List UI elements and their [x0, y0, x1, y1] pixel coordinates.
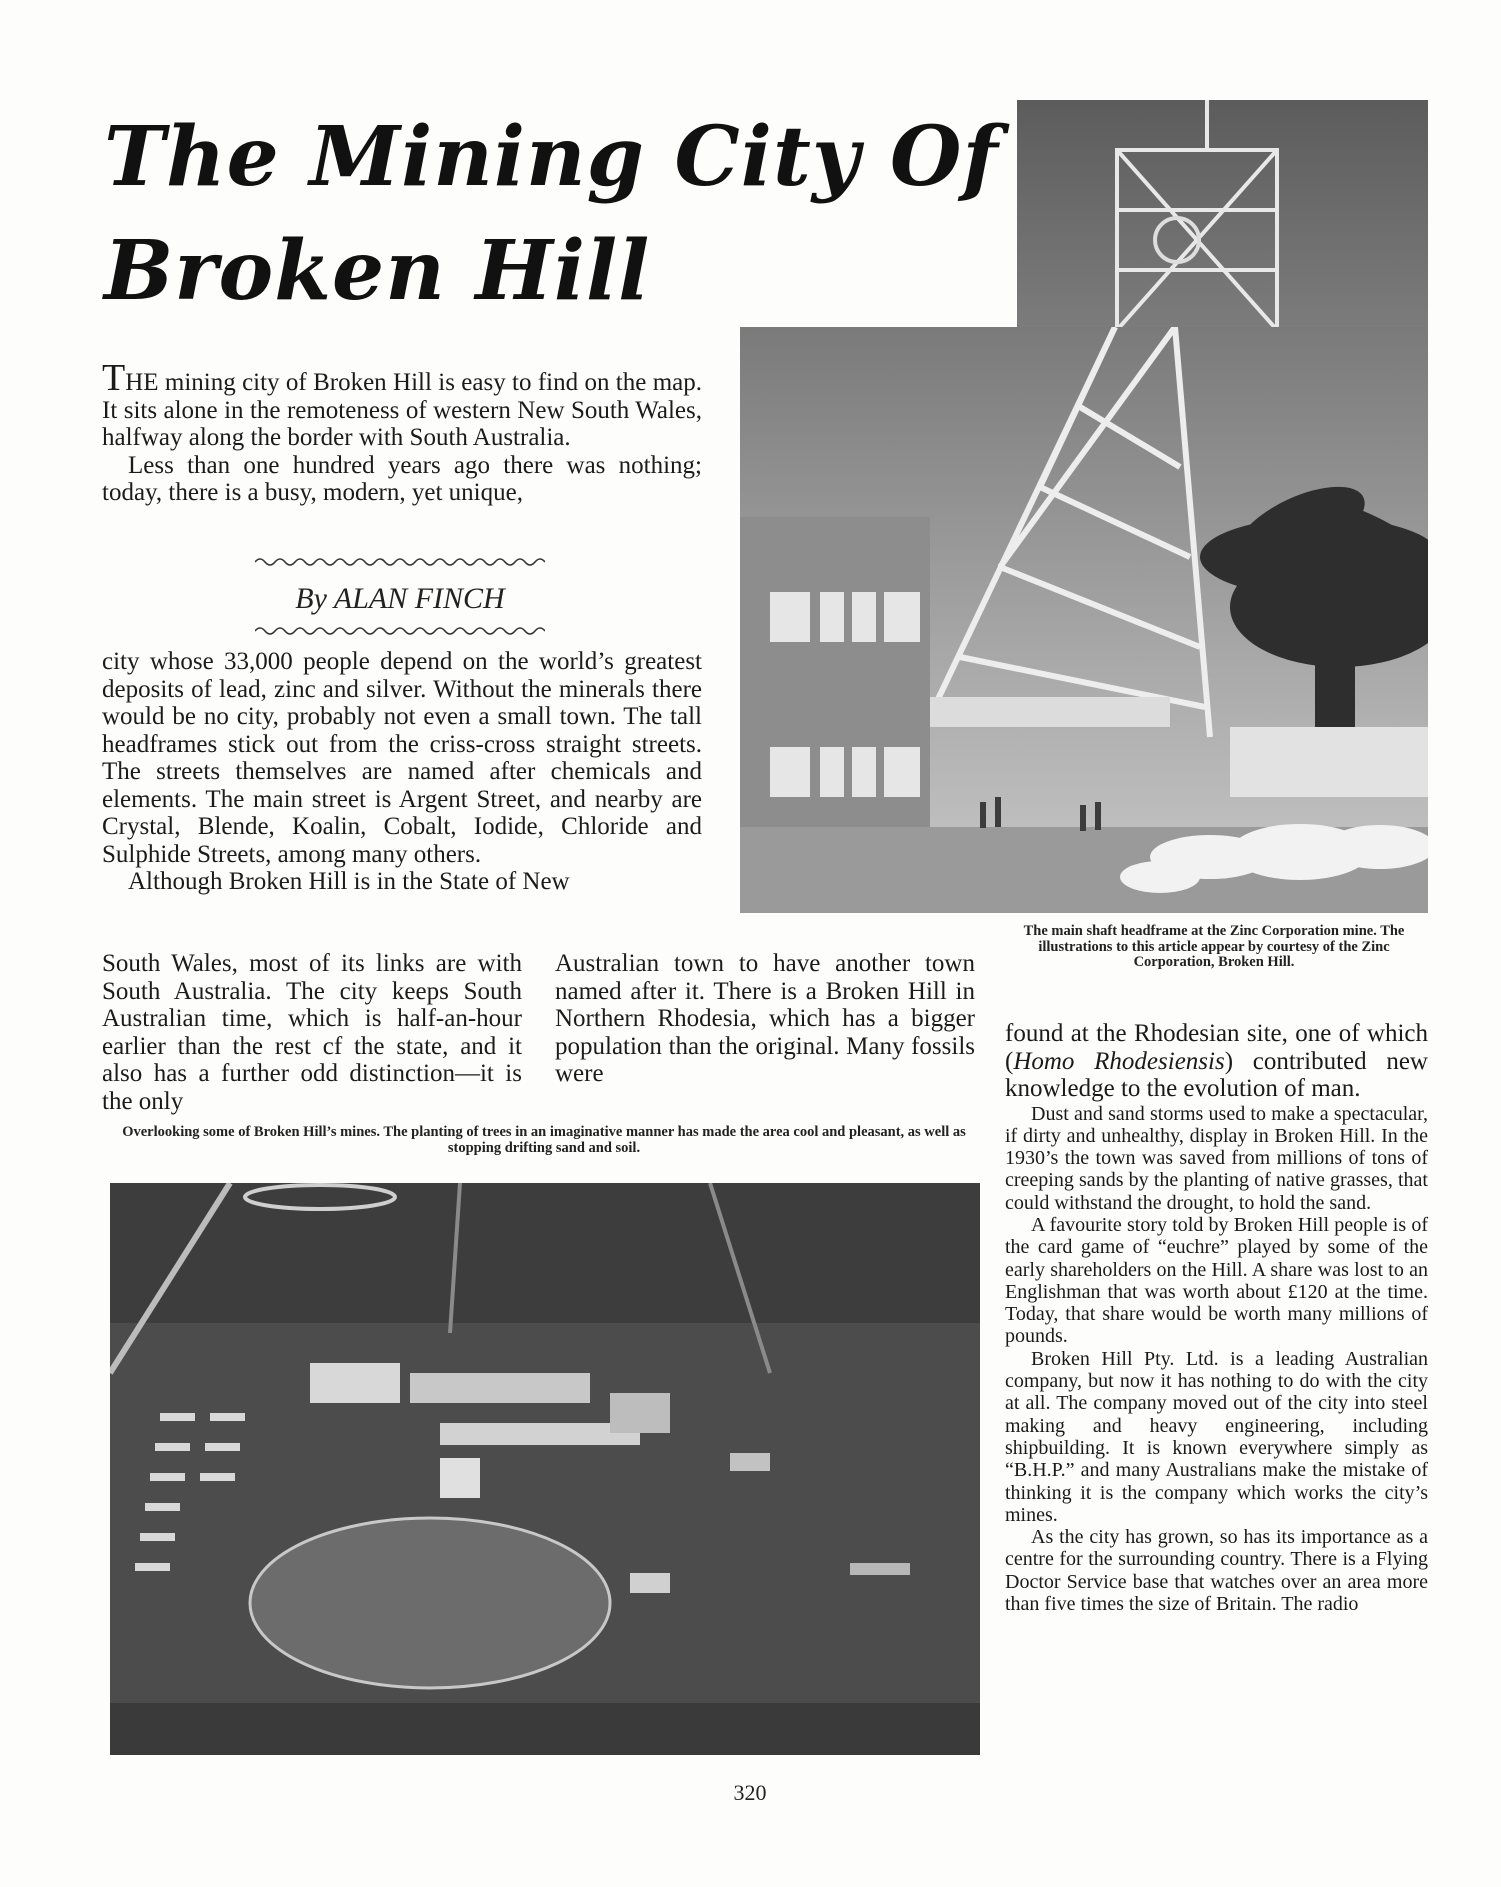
main-paragraph-1: city whose 33,000 people depend on the world’s greatest deposits of lead, zinc and silver. Without the minerals there would be no city, probably not even a small town. The tall headframes stick out from the criss-cross straight streets. The streets themselves are named after chemicals and elements. The main street is Argent Street, and nearby are Crystal, Blende, Koalin, Cobalt, Iodide, Chloride and Sulphide Streets, among many others. [102, 648, 702, 868]
right-lead-text-a: found at the Rhodesian site, one of which ( [1005, 1020, 1428, 1075]
right-lead-text-b: ) contributed new knowledge to the evolution of man. [1005, 1047, 1428, 1102]
headframe-photo-upper [1017, 100, 1428, 330]
aerial-caption: Overlooking some of Broken Hill’s mines. The planting of trees in an imaginative manner has made the area cool and pleasant, as well as stopping drifting sand and soil. [122, 1124, 966, 1156]
article-title-line2: Broken Hill [104, 223, 651, 319]
intro-paragraph-1 [102, 357, 702, 452]
column-a-text: South Wales, most of its links are with South Australia. The city keeps South Australian time, which is half-an-hour earlier than the rest cf the state, and it also has a further odd distinction—it is the only [102, 950, 522, 1115]
wavy-rule-bottom [255, 624, 545, 638]
right-paragraph-3: A favourite story told by Broken Hill people is of the card game of “euchre” played by some of the early shareholders on the Hill. A share was lost to an Englishman that was worth about £120 at the time. Today, that share would be worth many millions of pounds. [1005, 1213, 1428, 1348]
headframe-scene-graphic [740, 327, 1428, 913]
byline: By ALAN FINCH [295, 582, 505, 615]
wavy-rule-top [255, 555, 545, 569]
main-column [102, 648, 702, 896]
aerial-scene-graphic [110, 1183, 980, 1755]
column-b [555, 950, 975, 1088]
article-title-line1: The Mining City Of [104, 109, 999, 205]
right-paragraph-2: Dust and sand storms used to make a spectacular, if dirty and unhealthy, display in Broken Hill. In the 1930’s the town was saved from millions of tons of creeping sands by the planting of native grasses, that could withstand the drought, to hold the sand. [1005, 1102, 1428, 1214]
intro-paragraph-2: Less than one hundred years ago there was nothing; today, there is a busy, modern, yet unique, [102, 451, 702, 506]
headframe-caption: The main shaft headframe at the Zinc Corporation mine. The illustrations to this article appear by courtesy of the Zinc Corporation, Broken Hill. [1023, 923, 1405, 970]
headframe-tower-top-graphic [1017, 100, 1428, 330]
column-b-text: Australian town to have another town named after it. There is a Broken Hill in Northern Rhodesia, which has a bigger population than the original. Many fossils were [555, 950, 975, 1087]
aerial-mines-photo [110, 1183, 980, 1755]
right-lead-italic: Homo Rhodesiensis [1013, 1047, 1225, 1075]
main-paragraph-2-start: Although Broken Hill is in the State of New [128, 868, 570, 895]
right-paragraph-5: As the city has grown, so has its importance as a centre for the surrounding country. There is a Flying Doctor Service base that watches over an area more than five times the size of Britain. The radio [1005, 1526, 1428, 1616]
right-column [1005, 1020, 1428, 1615]
article-title [104, 100, 1024, 328]
byline-block [250, 555, 550, 643]
intro-paragraphs [102, 357, 702, 507]
headframe-photo [740, 327, 1428, 913]
intro-paragraph-1-text: HE mining city of Broken Hill is easy to find on the map. It sits alone in the remoteness of western New South Wales, halfway along the border with South Australia. [102, 369, 702, 451]
right-paragraph-4: Broken Hill Pty. Ltd. is a leading Australian company, but now it has nothing to do with the city at all. The company moved out of the city into steel making and heavy engineering, including shipbuilding. It is known everywhere simply as “B.H.P.” and many Australians make the mistake of thinking it is the company which works the city’s mines. [1005, 1347, 1428, 1526]
column-a [102, 950, 522, 1115]
page-number: 320 [733, 1780, 767, 1805]
drop-cap: T [102, 357, 126, 399]
right-lead-paragraph [1005, 1020, 1428, 1103]
